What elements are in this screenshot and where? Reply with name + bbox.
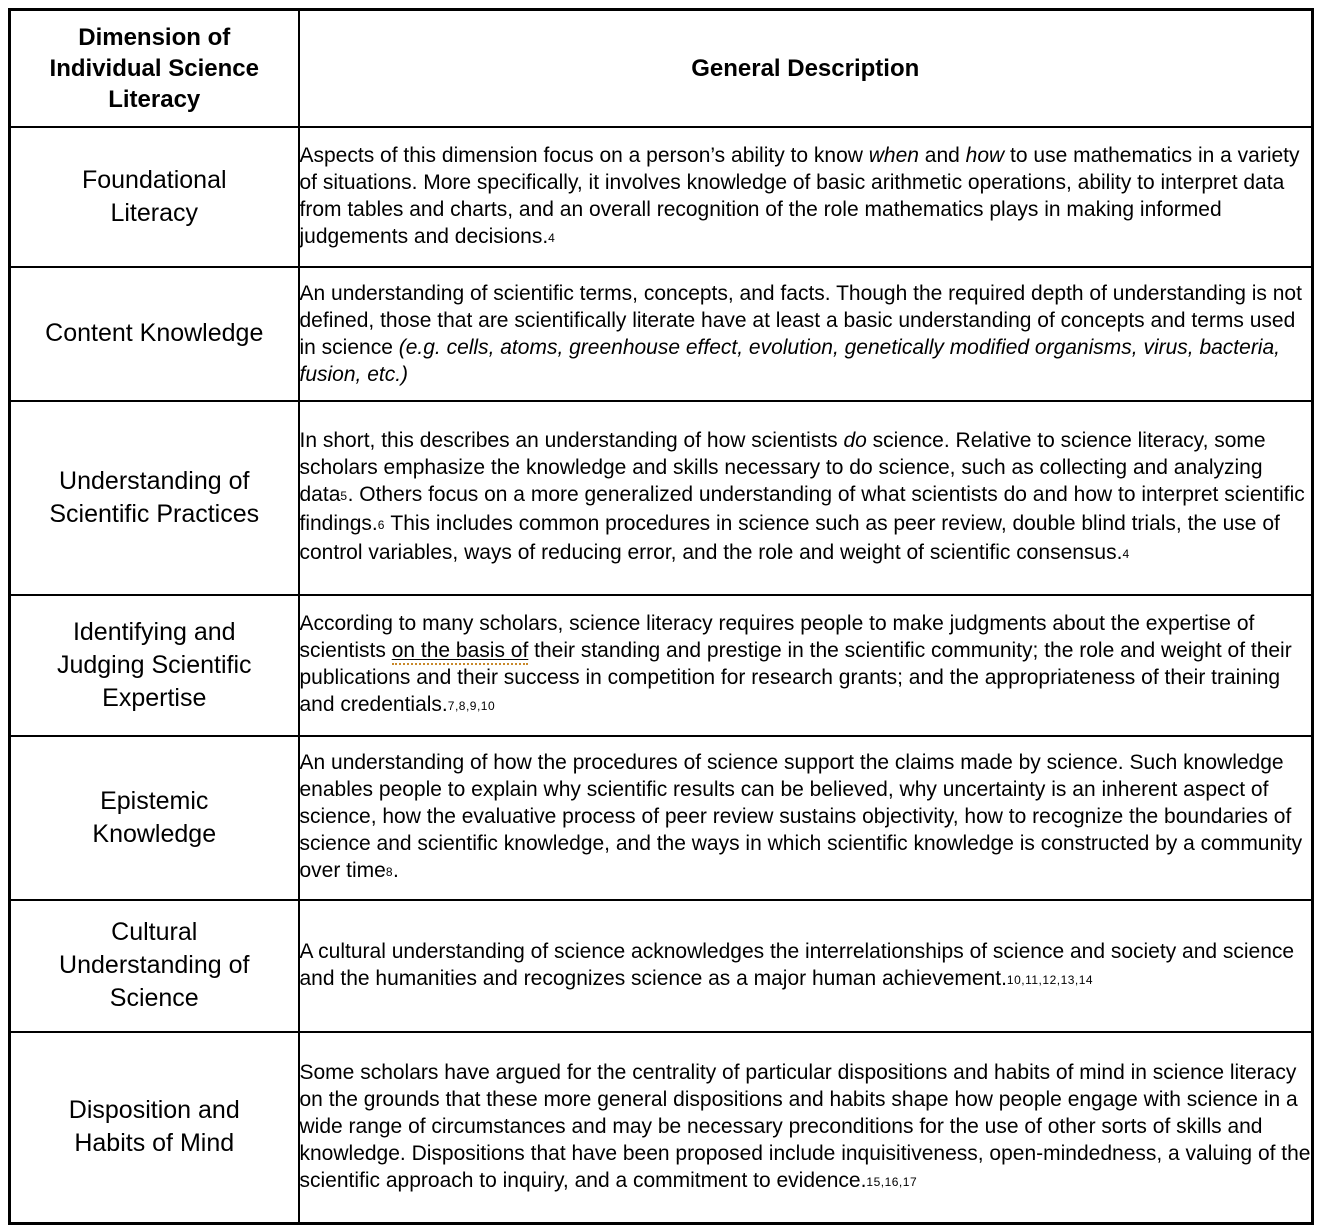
- text-segment: Some scholars have argued for the centrality of particular dispositions and habits of mind in science literacy on the grounds that these more general dispositions and habits shape how people engage with science in a wide range of circumstances and may be necessary preconditions for the use of other sorts of skills and knowledge. Dispositions that have been proposed include inquisitiveness, open-mindedness, a valuing of the scientific approach to inquiry, and a commitment to evidence.: [299, 1060, 1311, 1192]
- footnote-marker: 5: [340, 489, 348, 503]
- description-cell: [299, 267, 1313, 401]
- emphasis-text: when: [868, 143, 919, 167]
- header-row: [10, 10, 1313, 127]
- description-cell: [299, 1032, 1313, 1224]
- text-segment: .: [393, 859, 399, 882]
- dimension-cell: [10, 900, 299, 1032]
- description-cell: [299, 595, 1313, 736]
- text-segment: This includes common procedures in science such as peer review, double blind trials, the use of control variables, ways of reducing error, and the role and weight of scientific consensus.: [299, 512, 1280, 564]
- text-segment: science. Relative to science literacy, some scholars emphasize the knowledge and skills necessary to do science, such as collecting and analyzing data: [299, 429, 1266, 506]
- footnote-marker: 10,11,12,13,14: [1006, 972, 1094, 987]
- dimension-cell: [10, 267, 299, 401]
- table-row: [10, 595, 1313, 736]
- header-dimension-column: [10, 10, 299, 127]
- text-segment: Aspects of this dimension focus on a person’s ability to know: [299, 143, 869, 167]
- suggestion-underline-text: on the basis of: [392, 639, 529, 665]
- header-description-column: [299, 10, 1313, 127]
- table-row: [10, 1032, 1313, 1224]
- science-literacy-table: [8, 8, 1314, 1225]
- description-cell: [299, 736, 1313, 900]
- footnote-marker: 4: [1122, 547, 1130, 561]
- table-row: [10, 267, 1313, 401]
- text-segment: A cultural understanding of science acknowledges the interrelationships of science and society and science and the humanities and recognizes science as a major human achievement.: [299, 939, 1295, 990]
- footnote-marker: 4: [548, 230, 556, 245]
- dimension-label: Identifying and Judging Scientific Expertise: [56, 617, 252, 712]
- dimension-cell: [10, 736, 299, 900]
- description-cell: [299, 127, 1313, 267]
- table-row: [10, 401, 1313, 595]
- table-header: [10, 10, 1313, 127]
- footnote-marker: 8: [385, 865, 394, 879]
- dimension-label: Content Knowledge: [45, 319, 264, 347]
- dimension-cell: [10, 401, 299, 595]
- text-segment: to use mathematics in a variety of situations. More specifically, it involves knowledge of basic arithmetic operations, ability to interpret data from tables and charts, and an overall recognition of the role mathematics plays in making informed judgements and decisions.: [299, 143, 1300, 248]
- dimension-cell: [10, 1032, 299, 1224]
- emphasis-text: (e.g. cells, atoms, greenhouse effect, evolution, genetically modified organisms, virus, bacteria, fusion, etc.): [299, 335, 1280, 386]
- table-row: [10, 736, 1313, 900]
- dimension-label: Foundational Literacy: [81, 165, 227, 227]
- description-cell: [299, 900, 1313, 1032]
- header-dimension-label: Dimension of Individual Science Literacy: [49, 23, 259, 113]
- header-description-label: General Description: [691, 54, 920, 82]
- footnote-marker: 7,8,9,10: [447, 699, 496, 713]
- footnote-marker: 15,16,17: [866, 1174, 918, 1189]
- dimension-cell: [10, 595, 299, 736]
- text-segment: . Others focus on a more generalized understanding of what scientists do and how to interpret scientific findings.: [299, 483, 1305, 535]
- dimension-cell: [10, 127, 299, 267]
- table-row: [10, 127, 1313, 267]
- text-segment: An understanding of scientific terms, concepts, and facts. Though the required depth of understanding is not defined, those that are scientifically literate have at least a basic understanding of concepts and terms used in science: [299, 281, 1302, 359]
- text-segment: An understanding of how the procedures of science support the claims made by science. Such knowledge enables people to explain why scientific results can be believed, why uncertainty is an inherent aspect of science, how the evaluative process of peer review sustains objectivity, how to recognize the boundaries of science and scientific knowledge, and the ways in which scientific knowledge is constructed by a community over time: [299, 751, 1303, 882]
- table-row: [10, 900, 1313, 1032]
- table-body: [10, 127, 1313, 1224]
- dimension-label: Epistemic Knowledge: [92, 786, 217, 848]
- emphasis-text: how: [965, 143, 1005, 167]
- footnote-marker: 6: [377, 518, 385, 532]
- dimension-label: Understanding of Scientific Practices: [49, 466, 260, 528]
- text-segment: and: [918, 143, 966, 167]
- text-segment: their standing and prestige in the scientific community; the role and weight of their publications and their success in competition for research grants; and the appropriateness of their training and credentials.: [299, 639, 1292, 716]
- dimension-label: Cultural Understanding of Science: [59, 918, 250, 1012]
- dimension-label: Disposition and Habits of Mind: [68, 1096, 240, 1158]
- description-cell: [299, 401, 1313, 595]
- text-segment: In short, this describes an understanding of how scientists: [299, 429, 844, 452]
- emphasis-text: do: [843, 429, 867, 452]
- text-segment: According to many scholars, science literacy requires people to make judgments about the expertise of scientists: [299, 612, 1255, 662]
